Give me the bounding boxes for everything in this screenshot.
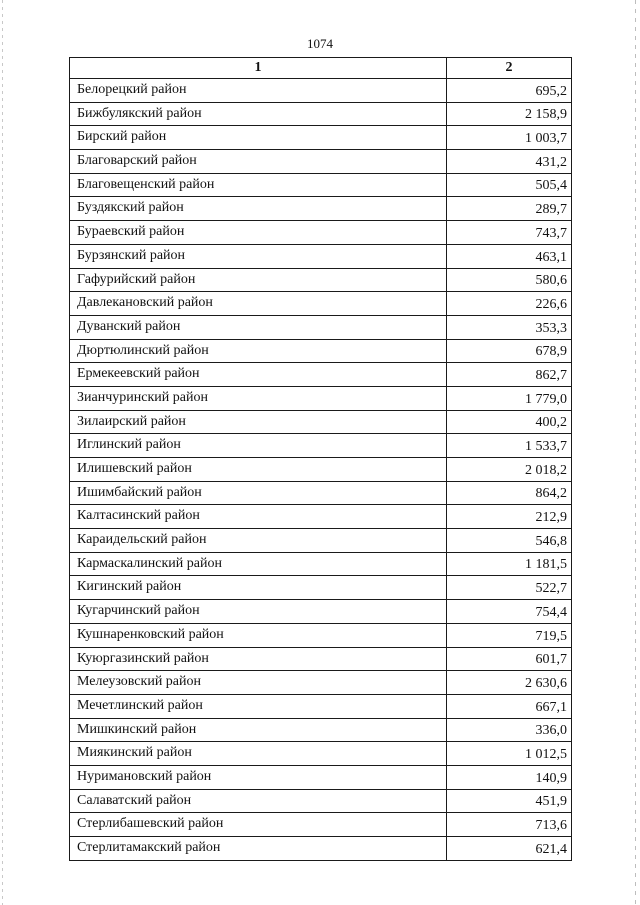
- table-row: [70, 173, 572, 197]
- district-name-cell: Стерлибашевский район: [70, 813, 447, 837]
- district-value-cell: 522,7: [447, 576, 572, 600]
- district-value-cell: 1 181,5: [447, 552, 572, 576]
- district-name-cell: Благовещенский район: [70, 173, 447, 197]
- table-row: [70, 315, 572, 339]
- district-value-cell: 862,7: [447, 363, 572, 387]
- district-name-cell: Бурзянский район: [70, 244, 447, 268]
- district-value-cell: 580,6: [447, 268, 572, 292]
- table-row: [70, 339, 572, 363]
- district-value-cell: 2 158,9: [447, 102, 572, 126]
- table-row: [70, 386, 572, 410]
- district-value-cell: 754,4: [447, 600, 572, 624]
- district-value-cell: 1 779,0: [447, 386, 572, 410]
- table-row: [70, 694, 572, 718]
- data-table: [69, 57, 572, 861]
- district-name-cell: Кушнаренковский район: [70, 623, 447, 647]
- district-value-cell: 1 012,5: [447, 742, 572, 766]
- district-value-cell: 289,7: [447, 197, 572, 221]
- district-value-cell: 713,6: [447, 813, 572, 837]
- district-name-cell: Белорецкий район: [70, 79, 447, 103]
- district-name-cell: Кармаскалинский район: [70, 552, 447, 576]
- district-name-cell: Салаватский район: [70, 789, 447, 813]
- table-row: [70, 813, 572, 837]
- district-value-cell: 621,4: [447, 837, 572, 861]
- district-name-cell: Калтасинский район: [70, 505, 447, 529]
- district-name-cell: Бижбулякский район: [70, 102, 447, 126]
- district-value-cell: 400,2: [447, 410, 572, 434]
- table-row: [70, 623, 572, 647]
- table-row: [70, 126, 572, 150]
- table-row: [70, 505, 572, 529]
- district-value-cell: 695,2: [447, 79, 572, 103]
- table-row: [70, 458, 572, 482]
- district-value-cell: 505,4: [447, 173, 572, 197]
- table-body: [70, 79, 572, 861]
- district-name-cell: Мишкинский район: [70, 718, 447, 742]
- table-row: [70, 742, 572, 766]
- district-name-cell: Буздякский район: [70, 197, 447, 221]
- table-row: [70, 244, 572, 268]
- district-name-cell: Мечетлинский район: [70, 694, 447, 718]
- table-row: [70, 410, 572, 434]
- district-name-cell: Мелеузовский район: [70, 671, 447, 695]
- table-row: [70, 268, 572, 292]
- district-name-cell: Бураевский район: [70, 221, 447, 245]
- district-value-cell: 667,1: [447, 694, 572, 718]
- district-value-cell: 719,5: [447, 623, 572, 647]
- district-value-cell: 463,1: [447, 244, 572, 268]
- table-row: [70, 221, 572, 245]
- page-number: 1074: [307, 36, 333, 51]
- table-row: [70, 292, 572, 316]
- district-value-cell: 546,8: [447, 529, 572, 553]
- table-row: [70, 529, 572, 553]
- district-name-cell: Кугарчинский район: [70, 600, 447, 624]
- table-row: [70, 552, 572, 576]
- district-value-cell: 1 533,7: [447, 434, 572, 458]
- district-value-cell: 451,9: [447, 789, 572, 813]
- column-header-2: 2: [447, 58, 572, 79]
- table-row: [70, 671, 572, 695]
- district-name-cell: Ишимбайский район: [70, 481, 447, 505]
- table-row: [70, 197, 572, 221]
- district-name-cell: Бирский район: [70, 126, 447, 150]
- column-header-1: 1: [70, 58, 447, 79]
- district-name-cell: Благоварский район: [70, 150, 447, 174]
- district-name-cell: Стерлитамакский район: [70, 837, 447, 861]
- district-name-cell: Дюртюлинский район: [70, 339, 447, 363]
- table-row: [70, 600, 572, 624]
- district-name-cell: Кигинский район: [70, 576, 447, 600]
- district-name-cell: Давлекановский район: [70, 292, 447, 316]
- district-value-cell: 678,9: [447, 339, 572, 363]
- district-name-cell: Гафурийский район: [70, 268, 447, 292]
- table-row: [70, 481, 572, 505]
- district-value-cell: 140,9: [447, 765, 572, 789]
- district-name-cell: Ермекеевский район: [70, 363, 447, 387]
- district-name-cell: Караидельский район: [70, 529, 447, 553]
- district-name-cell: Иглинский район: [70, 434, 447, 458]
- district-name-cell: Зианчуринский район: [70, 386, 447, 410]
- table-row: [70, 102, 572, 126]
- district-value-cell: 1 003,7: [447, 126, 572, 150]
- table-row: [70, 434, 572, 458]
- table-row: [70, 789, 572, 813]
- district-value-cell: 2 018,2: [447, 458, 572, 482]
- table-row: [70, 837, 572, 861]
- table-row: [70, 718, 572, 742]
- scan-edge-right: [635, 0, 636, 905]
- district-name-cell: Куюргазинский район: [70, 647, 447, 671]
- district-name-cell: Зилаирский район: [70, 410, 447, 434]
- district-value-cell: 226,6: [447, 292, 572, 316]
- district-name-cell: Нуримановский район: [70, 765, 447, 789]
- district-value-cell: 336,0: [447, 718, 572, 742]
- district-value-cell: 212,9: [447, 505, 572, 529]
- district-value-cell: 743,7: [447, 221, 572, 245]
- district-value-cell: 601,7: [447, 647, 572, 671]
- district-value-cell: 353,3: [447, 315, 572, 339]
- table-header-row: [70, 58, 572, 79]
- district-value-cell: 864,2: [447, 481, 572, 505]
- district-name-cell: Дуванский район: [70, 315, 447, 339]
- district-value-cell: 431,2: [447, 150, 572, 174]
- table-row: [70, 150, 572, 174]
- district-value-cell: 2 630,6: [447, 671, 572, 695]
- table-row: [70, 79, 572, 103]
- table-row: [70, 576, 572, 600]
- district-name-cell: Миякинский район: [70, 742, 447, 766]
- scan-edge-left: [2, 0, 3, 905]
- district-name-cell: Илишевский район: [70, 458, 447, 482]
- table-row: [70, 363, 572, 387]
- table-row: [70, 647, 572, 671]
- table-row: [70, 765, 572, 789]
